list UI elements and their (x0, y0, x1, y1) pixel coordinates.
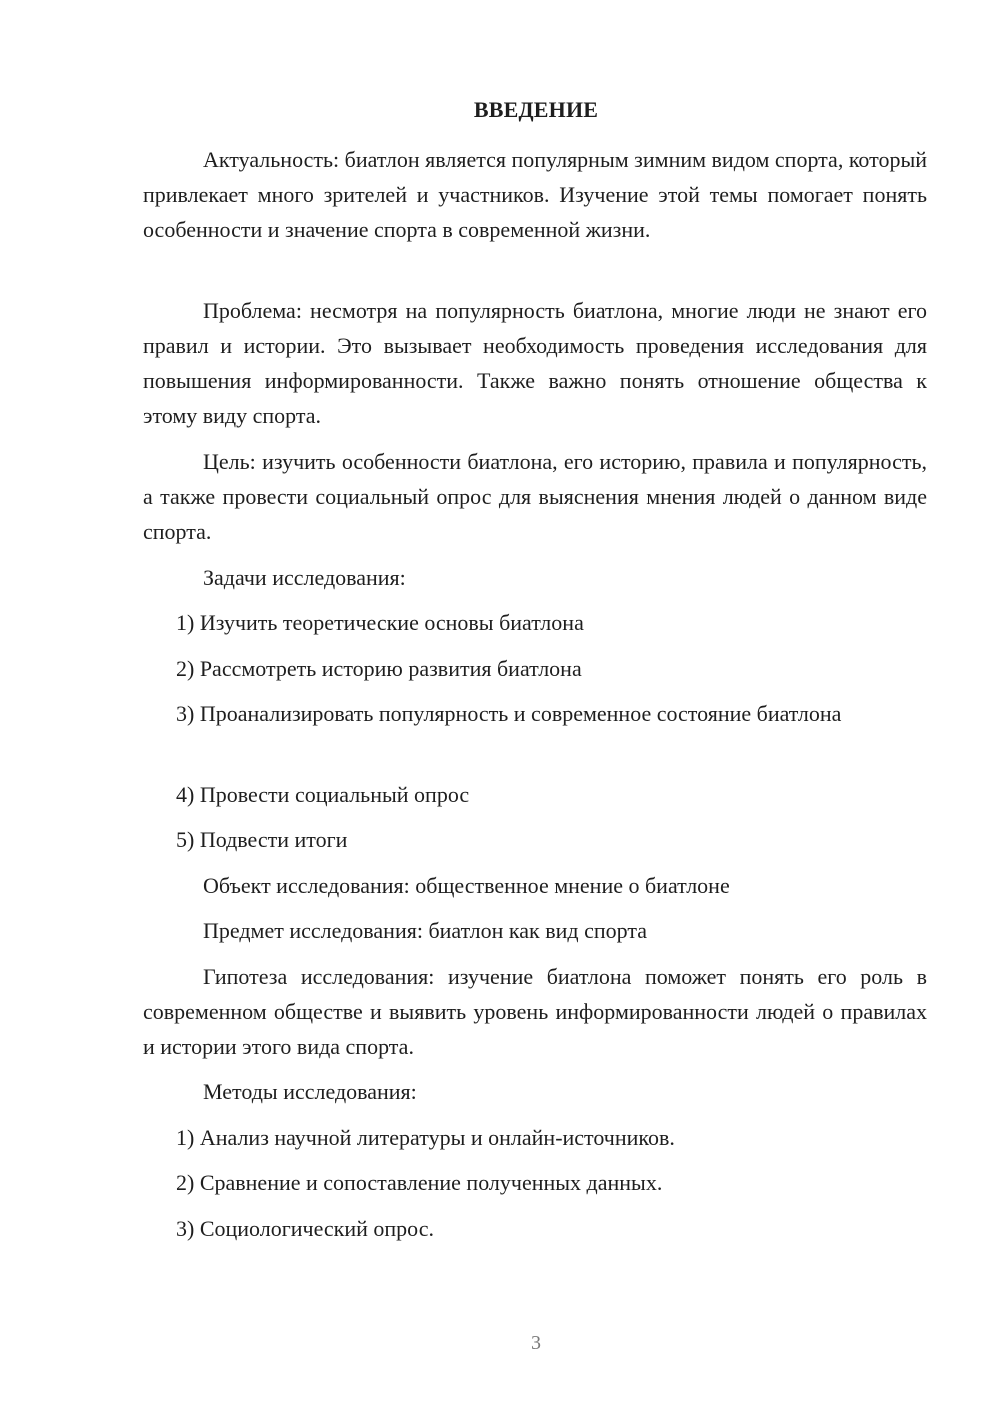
page-title: ВВЕДЕНИЕ (473, 97, 599, 122)
object-block (143, 868, 927, 903)
task-item: 5) Подвести итоги (176, 827, 348, 852)
problem-section (143, 293, 927, 433)
goal-section (143, 444, 927, 549)
hypothesis-section (143, 959, 927, 1064)
task-item-3-block (143, 696, 927, 731)
task-item: 4) Провести социальный опрос (176, 782, 470, 807)
method-item-2-block (143, 1165, 927, 1200)
task-item-2-block (143, 651, 927, 686)
tasks-heading: Задачи исследования: (203, 565, 406, 590)
problem-paragraph: Проблема: несмотря на популярность биатлона, многие люди не знают его правил и истории. Это вызывает необходимость проведения исследования для повышения информированности. Также важно понять отношение общества к этому виду спорта. (143, 298, 927, 428)
research-object: Объект исследования: общественное мнение о биатлоне (203, 873, 730, 898)
hypothesis-paragraph: Гипотеза исследования: изучение биатлона поможет понять его роль в современном обществе и выявить уровень информированности людей о правилах и истории этого вида спорта. (143, 964, 927, 1059)
methods-heading: Методы исследования: (203, 1079, 417, 1104)
method-item-1-block (143, 1120, 927, 1155)
task-item: 2) Рассмотреть историю развития биатлона (176, 656, 582, 681)
methods-heading-block (143, 1074, 927, 1109)
method-item: 3) Социологический опрос. (176, 1216, 434, 1241)
relevance-section (143, 142, 927, 247)
subject-block (143, 913, 927, 948)
goal-paragraph: Цель: изучить особенности биатлона, его историю, правила и популярность, а также провести социальный опрос для выяснения мнения людей о данном виде спорта. (143, 449, 927, 544)
task-item: 3) Проанализировать популярность и современное состояние биатлона (176, 701, 842, 726)
page-number: 3 (531, 1332, 541, 1354)
method-item: 2) Сравнение и сопоставление полученных данных. (176, 1170, 663, 1195)
task-item-1-block (143, 605, 927, 640)
research-subject: Предмет исследования: биатлон как вид спорта (203, 918, 647, 943)
method-item-3-block (143, 1211, 927, 1246)
method-item: 1) Анализ научной литературы и онлайн-источников. (176, 1125, 675, 1150)
task-item: 1) Изучить теоретические основы биатлона (176, 610, 584, 635)
tasks-heading-block (143, 560, 927, 595)
task-item-4-block (143, 777, 927, 812)
relevance-paragraph: Актуальность: биатлон является популярным зимним видом спорта, который привлекает много зрителей и участников. Изучение этой темы помогает понять особенности и значение спорта в современной жизни. (143, 147, 927, 242)
task-item-5-block (143, 822, 927, 857)
